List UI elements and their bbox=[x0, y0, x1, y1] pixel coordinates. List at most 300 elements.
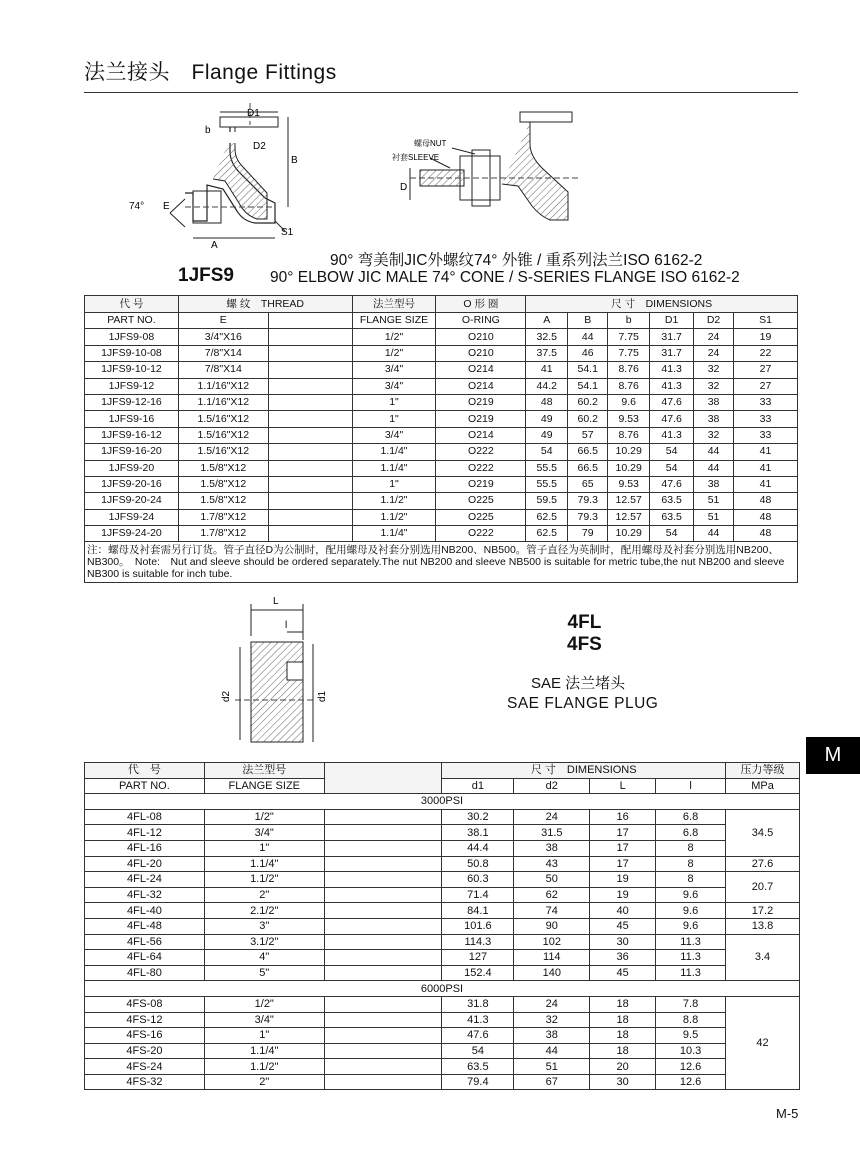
table-cell: 41.3 bbox=[650, 427, 694, 443]
table-cell: 12.57 bbox=[608, 509, 650, 525]
table-cell: 6.8 bbox=[656, 825, 726, 841]
table-cell: 31.5 bbox=[514, 825, 590, 841]
page-number: M-5 bbox=[776, 1106, 799, 1121]
table-cell: 18 bbox=[590, 1028, 656, 1044]
table-cell: 4FS-16 bbox=[85, 1028, 205, 1044]
table-cell: 4FL-12 bbox=[85, 825, 205, 841]
table-cell: 7.75 bbox=[608, 345, 650, 361]
table-cell: 67 bbox=[514, 1074, 590, 1090]
table-cell: 65 bbox=[568, 476, 608, 492]
table-cell bbox=[268, 378, 352, 394]
table-cell: O222 bbox=[436, 460, 526, 476]
table-cell: 38 bbox=[514, 840, 590, 856]
th-part: PART NO. bbox=[85, 313, 179, 329]
table-cell: 32 bbox=[694, 362, 734, 378]
table-cell: 1JFS9-12-16 bbox=[85, 394, 179, 410]
table-cell: 60.2 bbox=[568, 394, 608, 410]
table-cell: 1JFS9-16 bbox=[85, 411, 179, 427]
table-cell: 43 bbox=[514, 856, 590, 872]
table-cell: 57 bbox=[568, 427, 608, 443]
table-cell: 114.3 bbox=[442, 934, 514, 950]
table-cell: 1/2" bbox=[352, 345, 436, 361]
table-cell: 27 bbox=[734, 378, 798, 394]
table-cell: 46 bbox=[568, 345, 608, 361]
table-cell bbox=[324, 825, 442, 841]
th-thread: 螺 纹 THREAD bbox=[178, 296, 352, 313]
table-cell: 10.29 bbox=[608, 444, 650, 460]
table-cell: 1.1/4" bbox=[352, 526, 436, 542]
table-cell: 7/8"X14 bbox=[178, 362, 268, 378]
table-cell: 1.1/2" bbox=[204, 1059, 324, 1075]
table-cell: 4FL-40 bbox=[85, 903, 205, 919]
table-cell: 33 bbox=[734, 411, 798, 427]
table-cell: 10.29 bbox=[608, 526, 650, 542]
table-cell: 30 bbox=[590, 934, 656, 950]
table-cell: 1/2" bbox=[352, 329, 436, 345]
table-cell: 49 bbox=[526, 427, 568, 443]
table-cell: 44 bbox=[694, 526, 734, 542]
table-cell: 8 bbox=[656, 840, 726, 856]
label-d2: D2 bbox=[253, 141, 266, 152]
pressure-cell: 17.2 bbox=[726, 903, 800, 919]
table-cell: 114 bbox=[514, 950, 590, 966]
table-cell bbox=[324, 996, 442, 1012]
table-cell: 9.6 bbox=[608, 394, 650, 410]
table-cell: 7/8"X14 bbox=[178, 345, 268, 361]
section-tab-m: M bbox=[806, 737, 860, 774]
th-oring: O-RING bbox=[436, 313, 526, 329]
table-cell: 1.5/8"X12 bbox=[178, 493, 268, 509]
table-cell: O222 bbox=[436, 444, 526, 460]
table-cell: 66.5 bbox=[568, 460, 608, 476]
label-angle: 74° bbox=[129, 201, 145, 212]
table-cell: O225 bbox=[436, 493, 526, 509]
th-d1: D1 bbox=[650, 313, 694, 329]
table-cell: 8 bbox=[656, 872, 726, 888]
table-cell: 4FL-32 bbox=[85, 887, 205, 903]
table-cell bbox=[268, 509, 352, 525]
table-cell: 1JFS9-20 bbox=[85, 460, 179, 476]
table-cell: 18 bbox=[590, 1043, 656, 1059]
table-cell: 47.6 bbox=[650, 476, 694, 492]
table-cell: 11.3 bbox=[656, 950, 726, 966]
table-cell: 24 bbox=[694, 345, 734, 361]
table-flange-plug bbox=[84, 762, 800, 1090]
table-cell: 102 bbox=[514, 934, 590, 950]
table-row bbox=[85, 1028, 800, 1044]
table-cell: 24 bbox=[694, 329, 734, 345]
label-s1: S1 bbox=[281, 227, 294, 238]
label-e: E bbox=[163, 201, 170, 212]
table-cell: 17 bbox=[590, 825, 656, 841]
table-cell: 19 bbox=[734, 329, 798, 345]
title-divider bbox=[84, 92, 798, 93]
table-row bbox=[85, 887, 800, 903]
th-dimensions: 尺 寸 DIMENSIONS bbox=[526, 296, 798, 313]
pressure-cell: 27.6 bbox=[726, 856, 800, 872]
label-plug-d1: d1 bbox=[317, 690, 328, 702]
table-cell: 4FL-64 bbox=[85, 950, 205, 966]
table-cell: 54.1 bbox=[568, 362, 608, 378]
table-cell: 8.76 bbox=[608, 427, 650, 443]
th-s1: S1 bbox=[734, 313, 798, 329]
table-cell: O219 bbox=[436, 394, 526, 410]
table-cell: 84.1 bbox=[442, 903, 514, 919]
table-cell: 41 bbox=[734, 444, 798, 460]
table-cell: 71.4 bbox=[442, 887, 514, 903]
table-cell: 140 bbox=[514, 965, 590, 981]
table-row bbox=[85, 996, 800, 1012]
table-cell: 7.75 bbox=[608, 329, 650, 345]
table-cell: 9.6 bbox=[656, 903, 726, 919]
table-cell: 4FL-20 bbox=[85, 856, 205, 872]
th2-big-l: L bbox=[590, 778, 656, 794]
table-row bbox=[85, 493, 798, 509]
table-cell bbox=[324, 1074, 442, 1090]
table-cell: 48 bbox=[734, 526, 798, 542]
table-cell: 3/4" bbox=[204, 825, 324, 841]
plug-title-en: SAE FLANGE PLUG bbox=[507, 695, 659, 712]
table-row bbox=[85, 918, 800, 934]
subtitle-cn: 90° 弯美制JIC外螺纹74° 外锥 / 重系列法兰ISO 6162-2 bbox=[330, 252, 703, 269]
table-cell: 38 bbox=[694, 411, 734, 427]
table-cell: 47.6 bbox=[650, 411, 694, 427]
table-cell: 37.5 bbox=[526, 345, 568, 361]
table-cell: 24 bbox=[514, 809, 590, 825]
table-cell: 1.1/16"X12 bbox=[178, 394, 268, 410]
th2-pressure-cn: 压力等级 bbox=[726, 763, 800, 779]
th-blank bbox=[268, 313, 352, 329]
table-cell: 4FS-32 bbox=[85, 1074, 205, 1090]
table-cell: 79.4 bbox=[442, 1074, 514, 1090]
table-cell: 41 bbox=[734, 460, 798, 476]
table-cell: 33 bbox=[734, 394, 798, 410]
table-cell: 63.5 bbox=[442, 1059, 514, 1075]
table-cell: 101.6 bbox=[442, 918, 514, 934]
table-row bbox=[85, 362, 798, 378]
table-cell: 4" bbox=[204, 950, 324, 966]
table-cell: 3/4" bbox=[204, 1012, 324, 1028]
table-row bbox=[85, 476, 798, 492]
table-cell: 1JFS9-20-24 bbox=[85, 493, 179, 509]
table-cell bbox=[324, 950, 442, 966]
table-cell: O210 bbox=[436, 329, 526, 345]
table-cell: 32 bbox=[694, 378, 734, 394]
table-row bbox=[85, 444, 798, 460]
table-cell: 50 bbox=[514, 872, 590, 888]
table-cell: 44 bbox=[514, 1043, 590, 1059]
table-cell: 45 bbox=[590, 918, 656, 934]
table-cell: 19 bbox=[590, 887, 656, 903]
pressure-cell: 3.4 bbox=[726, 934, 800, 981]
table-row bbox=[85, 1043, 800, 1059]
th-oring-cn: O 形 圈 bbox=[436, 296, 526, 313]
table-cell: 19 bbox=[590, 872, 656, 888]
table-cell: 9.6 bbox=[656, 918, 726, 934]
pressure-cell: 42 bbox=[726, 996, 800, 1090]
th-e: E bbox=[178, 313, 268, 329]
table-cell: 47.6 bbox=[442, 1028, 514, 1044]
table-row bbox=[85, 411, 798, 427]
th2-flange: FLANGE SIZE bbox=[204, 778, 324, 794]
table-cell: 90 bbox=[514, 918, 590, 934]
table-cell bbox=[324, 856, 442, 872]
table-cell: 12.6 bbox=[656, 1074, 726, 1090]
table-cell: 8 bbox=[656, 856, 726, 872]
table-cell: 44.2 bbox=[526, 378, 568, 394]
table-cell bbox=[268, 394, 352, 410]
table-row bbox=[85, 825, 800, 841]
table-cell: 5" bbox=[204, 965, 324, 981]
table-cell: 62.5 bbox=[526, 509, 568, 525]
table-cell: 1.5/16"X12 bbox=[178, 427, 268, 443]
table-cell: 6.8 bbox=[656, 809, 726, 825]
th2-d2: d2 bbox=[514, 778, 590, 794]
table-cell: 9.5 bbox=[656, 1028, 726, 1044]
th2-code-cn: 代 号 bbox=[85, 763, 205, 779]
table-cell: 63.5 bbox=[650, 509, 694, 525]
table-cell: 1.1/16"X12 bbox=[178, 378, 268, 394]
th-a: A bbox=[526, 313, 568, 329]
label-small-l: l bbox=[285, 620, 288, 631]
table-cell: 4FL-80 bbox=[85, 965, 205, 981]
table-cell bbox=[268, 345, 352, 361]
th-code-cn: 代 号 bbox=[85, 296, 179, 313]
table-cell: 74 bbox=[514, 903, 590, 919]
table-cell: 1" bbox=[352, 394, 436, 410]
th-b: B bbox=[568, 313, 608, 329]
table-cell: 1.1/4" bbox=[352, 460, 436, 476]
table-cell: 2" bbox=[204, 887, 324, 903]
table-cell: 20 bbox=[590, 1059, 656, 1075]
label-nut: 螺母NUT bbox=[414, 139, 447, 148]
table-cell: 4FS-12 bbox=[85, 1012, 205, 1028]
table-cell: 1.1/4" bbox=[352, 444, 436, 460]
table-row bbox=[85, 872, 800, 888]
plug-title-cn: SAE 法兰堵头 bbox=[531, 675, 626, 692]
table-cell: 1/2" bbox=[204, 996, 324, 1012]
table-cell bbox=[268, 476, 352, 492]
table-row bbox=[85, 903, 800, 919]
table-cell: 62.5 bbox=[526, 526, 568, 542]
table-row bbox=[85, 378, 798, 394]
table-cell: 54 bbox=[650, 444, 694, 460]
table-cell bbox=[324, 809, 442, 825]
table-cell: 1JFS9-16-12 bbox=[85, 427, 179, 443]
flange-plug-drawing bbox=[215, 592, 335, 752]
table-cell: 1JFS9-10-12 bbox=[85, 362, 179, 378]
table-cell: 1.1/2" bbox=[204, 872, 324, 888]
th-flange: FLANGE SIZE bbox=[352, 313, 436, 329]
table-cell: 1JFS9-10-08 bbox=[85, 345, 179, 361]
table-cell: 79.3 bbox=[568, 509, 608, 525]
label-plug-d2: d2 bbox=[221, 690, 232, 702]
table-cell: 32 bbox=[514, 1012, 590, 1028]
table-cell bbox=[268, 526, 352, 542]
label-big-b: B bbox=[291, 155, 298, 166]
table-cell: 1.7/8"X12 bbox=[178, 526, 268, 542]
table-cell bbox=[324, 872, 442, 888]
table-cell: 1" bbox=[204, 840, 324, 856]
table-cell: 10.29 bbox=[608, 460, 650, 476]
table-cell: 11.3 bbox=[656, 965, 726, 981]
table-row bbox=[85, 809, 800, 825]
table-cell: 63.5 bbox=[650, 493, 694, 509]
table-cell: 32 bbox=[694, 427, 734, 443]
table-cell: 54 bbox=[442, 1043, 514, 1059]
th2-flange-cn: 法兰型号 bbox=[204, 763, 324, 779]
table-cell: 9.53 bbox=[608, 411, 650, 427]
table-cell: 1.5/8"X12 bbox=[178, 476, 268, 492]
table-cell: 3/4"X16 bbox=[178, 329, 268, 345]
table-cell: 38 bbox=[514, 1028, 590, 1044]
table-cell: 22 bbox=[734, 345, 798, 361]
code-4fl: 4FL bbox=[567, 612, 602, 633]
table-cell: 38 bbox=[694, 394, 734, 410]
table-cell: 17 bbox=[590, 840, 656, 856]
table-cell: 18 bbox=[590, 996, 656, 1012]
table-note: 注：螺母及衬套需另行订货。管子直径D为公制时，配用螺母及衬套分别选用NB200、NB500。管子直径为英制时，配用螺母及衬套分别选用NB200、NB300。 Note: Nut and sleeve should be ordered separately.The nut NB200 and sleeve NB500 is suitable for metric tube,the nut NB200 and sleeve NB300 is suitable for inch tube. bbox=[85, 542, 798, 583]
table-cell: 48 bbox=[734, 493, 798, 509]
table-cell: 3/4" bbox=[352, 378, 436, 394]
table-cell: 31.7 bbox=[650, 345, 694, 361]
table-cell: 12.57 bbox=[608, 493, 650, 509]
table-cell: 44 bbox=[568, 329, 608, 345]
table-cell: 3/4" bbox=[352, 427, 436, 443]
table-cell: 41.3 bbox=[650, 378, 694, 394]
table-row bbox=[85, 394, 798, 410]
table-cell: 47.6 bbox=[650, 394, 694, 410]
th2-blank bbox=[324, 763, 442, 794]
table-cell: 79.3 bbox=[568, 493, 608, 509]
table-row bbox=[85, 427, 798, 443]
label-big-d: D bbox=[400, 182, 408, 193]
table-cell: 41.3 bbox=[650, 362, 694, 378]
table-cell: 1.7/8"X12 bbox=[178, 509, 268, 525]
table-cell: 1JFS9-12 bbox=[85, 378, 179, 394]
table-cell: 44 bbox=[694, 460, 734, 476]
th-flange-cn: 法兰型号 bbox=[352, 296, 436, 313]
table-cell: 41 bbox=[734, 476, 798, 492]
product-code-4fl-4fs bbox=[567, 612, 602, 656]
table-cell: 54 bbox=[650, 460, 694, 476]
table-cell: 1JFS9-20-16 bbox=[85, 476, 179, 492]
table-cell bbox=[324, 1012, 442, 1028]
pressure-cell: 34.5 bbox=[726, 809, 800, 856]
table-row bbox=[85, 856, 800, 872]
table-cell bbox=[324, 1059, 442, 1075]
table-cell: 2" bbox=[204, 1074, 324, 1090]
table-row bbox=[85, 1012, 800, 1028]
table-row bbox=[85, 460, 798, 476]
table-cell bbox=[268, 460, 352, 476]
label-big-l: L bbox=[273, 596, 279, 607]
table-cell: 40 bbox=[590, 903, 656, 919]
table-cell bbox=[268, 427, 352, 443]
table-cell: 152.4 bbox=[442, 965, 514, 981]
label-b: b bbox=[205, 125, 211, 136]
table-cell: 38.1 bbox=[442, 825, 514, 841]
table-cell: 66.5 bbox=[568, 444, 608, 460]
group-3000psi: 3000PSI bbox=[85, 794, 800, 810]
table-cell: 4FL-48 bbox=[85, 918, 205, 934]
table-cell: 8.8 bbox=[656, 1012, 726, 1028]
table-1jfs9 bbox=[84, 295, 798, 583]
table-row bbox=[85, 345, 798, 361]
elbow-fitting-drawing bbox=[125, 103, 315, 251]
table-cell: O214 bbox=[436, 378, 526, 394]
table-cell bbox=[324, 840, 442, 856]
table-cell: 1JFS9-16-20 bbox=[85, 444, 179, 460]
group-6000psi: 6000PSI bbox=[85, 981, 800, 997]
table-cell: 60.2 bbox=[568, 411, 608, 427]
pressure-cell: 20.7 bbox=[726, 872, 800, 903]
table-cell: 54 bbox=[526, 444, 568, 460]
table-cell: 1/2" bbox=[204, 809, 324, 825]
table-cell: 1.1/2" bbox=[352, 493, 436, 509]
table-cell: 8.76 bbox=[608, 362, 650, 378]
table-cell: 24 bbox=[514, 996, 590, 1012]
table-cell: 55.5 bbox=[526, 460, 568, 476]
table-cell: O219 bbox=[436, 476, 526, 492]
table-cell: 2.1/2" bbox=[204, 903, 324, 919]
label-a: A bbox=[211, 240, 218, 251]
table-cell: 9.6 bbox=[656, 887, 726, 903]
table-cell: 1" bbox=[204, 1028, 324, 1044]
table-cell: 27 bbox=[734, 362, 798, 378]
table-cell: 1.5/16"X12 bbox=[178, 444, 268, 460]
table-cell: O222 bbox=[436, 526, 526, 542]
subtitle-en: 90° ELBOW JIC MALE 74° CONE / S-SERIES FLANGE ISO 6162-2 bbox=[270, 269, 740, 286]
table-cell: 79 bbox=[568, 526, 608, 542]
table-cell: 31.7 bbox=[650, 329, 694, 345]
table-row bbox=[85, 329, 798, 345]
table-cell: 60.3 bbox=[442, 872, 514, 888]
th2-mpa: MPa bbox=[726, 778, 800, 794]
table-cell: 51 bbox=[694, 509, 734, 525]
table-cell: 7.8 bbox=[656, 996, 726, 1012]
table-cell: 55.5 bbox=[526, 476, 568, 492]
table-cell: 4FL-56 bbox=[85, 934, 205, 950]
table-cell: 1" bbox=[352, 476, 436, 492]
table-cell: 4FS-24 bbox=[85, 1059, 205, 1075]
table-cell: 4FS-08 bbox=[85, 996, 205, 1012]
table-cell bbox=[268, 411, 352, 427]
table-cell: 51 bbox=[514, 1059, 590, 1075]
table-cell bbox=[324, 903, 442, 919]
table-cell: 48 bbox=[526, 394, 568, 410]
table-cell bbox=[324, 918, 442, 934]
table-cell: 1" bbox=[352, 411, 436, 427]
table-row bbox=[85, 509, 798, 525]
table-cell: 44 bbox=[694, 444, 734, 460]
table-cell: 44.4 bbox=[442, 840, 514, 856]
table-cell: 1JFS9-24 bbox=[85, 509, 179, 525]
elbow-assembly-drawing bbox=[390, 110, 610, 240]
table-cell: O225 bbox=[436, 509, 526, 525]
table-cell bbox=[324, 887, 442, 903]
table-cell bbox=[268, 329, 352, 345]
table-cell bbox=[324, 934, 442, 950]
table-cell: 1JFS9-08 bbox=[85, 329, 179, 345]
table-cell: 36 bbox=[590, 950, 656, 966]
pressure-cell: 13.8 bbox=[726, 918, 800, 934]
th2-part: PART NO. bbox=[85, 778, 205, 794]
table-cell: O210 bbox=[436, 345, 526, 361]
table-row bbox=[85, 950, 800, 966]
table-cell: 54.1 bbox=[568, 378, 608, 394]
th-small-b: b bbox=[608, 313, 650, 329]
